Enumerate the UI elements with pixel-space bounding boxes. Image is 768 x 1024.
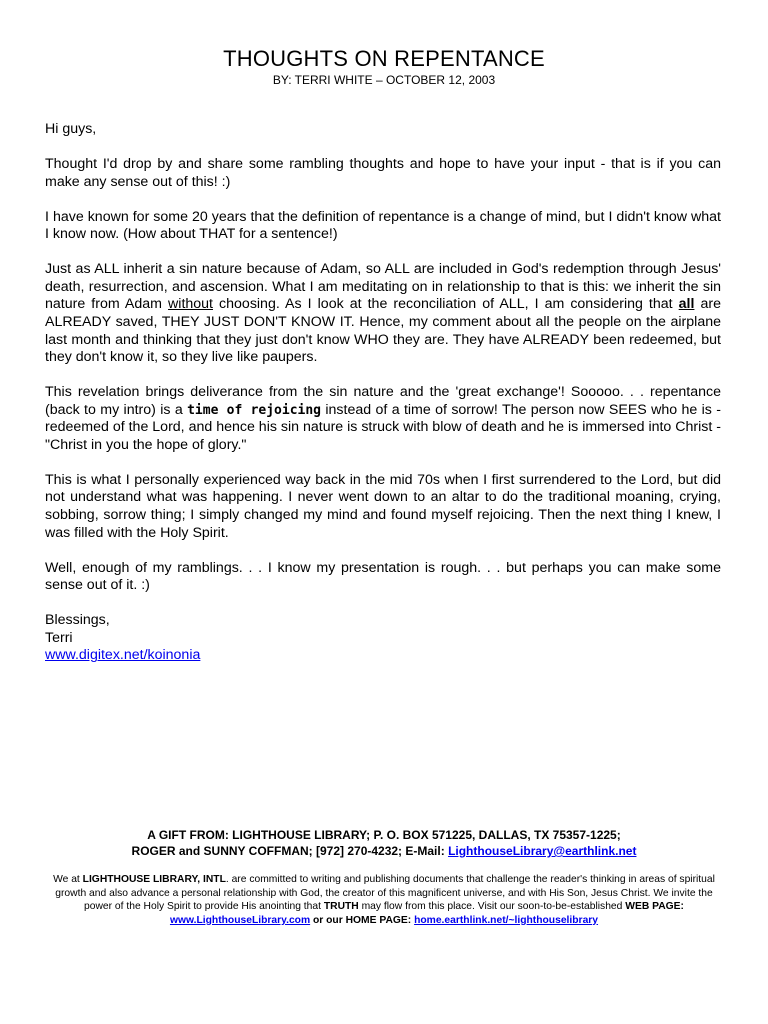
- paragraph-4: [45, 384, 721, 454]
- greeting: Hi guys,: [45, 121, 97, 137]
- byline: BY: TERRI WHITE – OCTOBER 12, 2003: [272, 73, 496, 87]
- home-page-label: or our HOME PAGE:: [310, 914, 412, 926]
- emphasis-time-of-rejoicing: time of rejoicing: [187, 402, 322, 418]
- website-link[interactable]: www.digitex.net/koinonia: [45, 647, 201, 664]
- closing: Blessings,: [45, 612, 110, 629]
- letter-body: [45, 121, 721, 665]
- home-page-link[interactable]: home.earthlink.net/~lighthouselibrary: [414, 914, 599, 926]
- paragraph-1: Thought I'd drop by and share some rambling thoughts and hope to have your input - that is if you can make any sense out of this! :): [45, 155, 721, 190]
- web-page-link[interactable]: www.LighthouseLibrary.com: [169, 914, 311, 926]
- p3-text-c: choosing. As I look at the reconciliation of ALL, I am considering that: [213, 296, 679, 313]
- emphasis-without: without: [168, 296, 213, 313]
- paragraph-6: Well, enough of my ramblings. . . I know my presentation is rough. . . but perhaps you can make some sense out of it. :): [45, 559, 721, 594]
- paragraph-2: I have known for some 20 years that the definition of repentance is a change of mind, but I didn't know what I know now. (How about THAT for a sentence!): [45, 208, 721, 243]
- signature-name: Terri: [45, 629, 73, 646]
- org-name: LIGHTHOUSE LIBRARY, INTL: [82, 874, 226, 885]
- email-link[interactable]: LighthouseLibrary@earthlink.net: [448, 844, 637, 858]
- mission-statement: [40, 873, 728, 927]
- p4-text-c: instead of a time of sorrow! The person now SEES who he is - redeemed of the Lord, and hence his sin nature is struck with blow of death and he is immersed into Christ - "Christ in you the hope of glory.": [45, 401, 721, 453]
- paragraph-5: This is what I personally experienced way back in the mid 70s when I first surrendered to the Lord, but did not understand what was happening. I never went down to an altar to do the traditional moaning, crying, sobbing, sorrow thing; I simply changed my mind and found myself rejoicing. Then the next thing I knew, I was filled with the Holy Spirit.: [45, 471, 721, 541]
- mission-text-3: may flow from this place. Visit our soon-to-be-established: [358, 901, 626, 913]
- emphasis-all: all: [678, 296, 695, 313]
- footer: [40, 827, 728, 927]
- mission-text-1: We at: [53, 874, 83, 885]
- footer-contact-text: ROGER and SUNNY COFFMAN; [972] 270-4232; E-Mail:: [131, 844, 449, 858]
- mission-text-2: . are committed to writing and publishing documents that challenge the reader's thinking in areas of spiritual growth and also advance a personal relationship with God, the creator of this magnificent universe, and with His Son, Jesus Christ. We invite the power of the Holy Spirit to provide His anointing that: [55, 874, 715, 913]
- signature-block: [45, 612, 721, 665]
- paragraph-3: [45, 261, 721, 367]
- p3-text-a: Just as ALL inherit a sin nature because of Adam, so ALL are included in God's redemption through Jesus' death, resurrection, and ascension. What I am meditating on in relationship to that is this: we inherit the sin nature from Adam: [45, 261, 721, 313]
- p3-text-e: are ALREADY saved, THEY JUST DON'T KNOW IT. Hence, my comment about all the people on the airplane last month and thinking that they just don't know WHO they are. They have ALREADY been redeemed, but they don't know it, so they live like paupers.: [45, 296, 721, 366]
- document-title: THOUGHTS ON REPENTANCE: [223, 46, 545, 71]
- footer-contact: [40, 843, 728, 859]
- footer-address: A GIFT FROM: LIGHTHOUSE LIBRARY; P. O. BOX 571225, DALLAS, TX 75357-1225;: [147, 828, 621, 842]
- web-page-label: WEB PAGE:: [625, 901, 684, 913]
- truth-emphasis: TRUTH: [323, 901, 359, 913]
- p4-text-a: This revelation brings deliverance from the sin nature and the 'great exchange'! Sooooo. . . repentance (back to my intro) is a: [45, 384, 721, 418]
